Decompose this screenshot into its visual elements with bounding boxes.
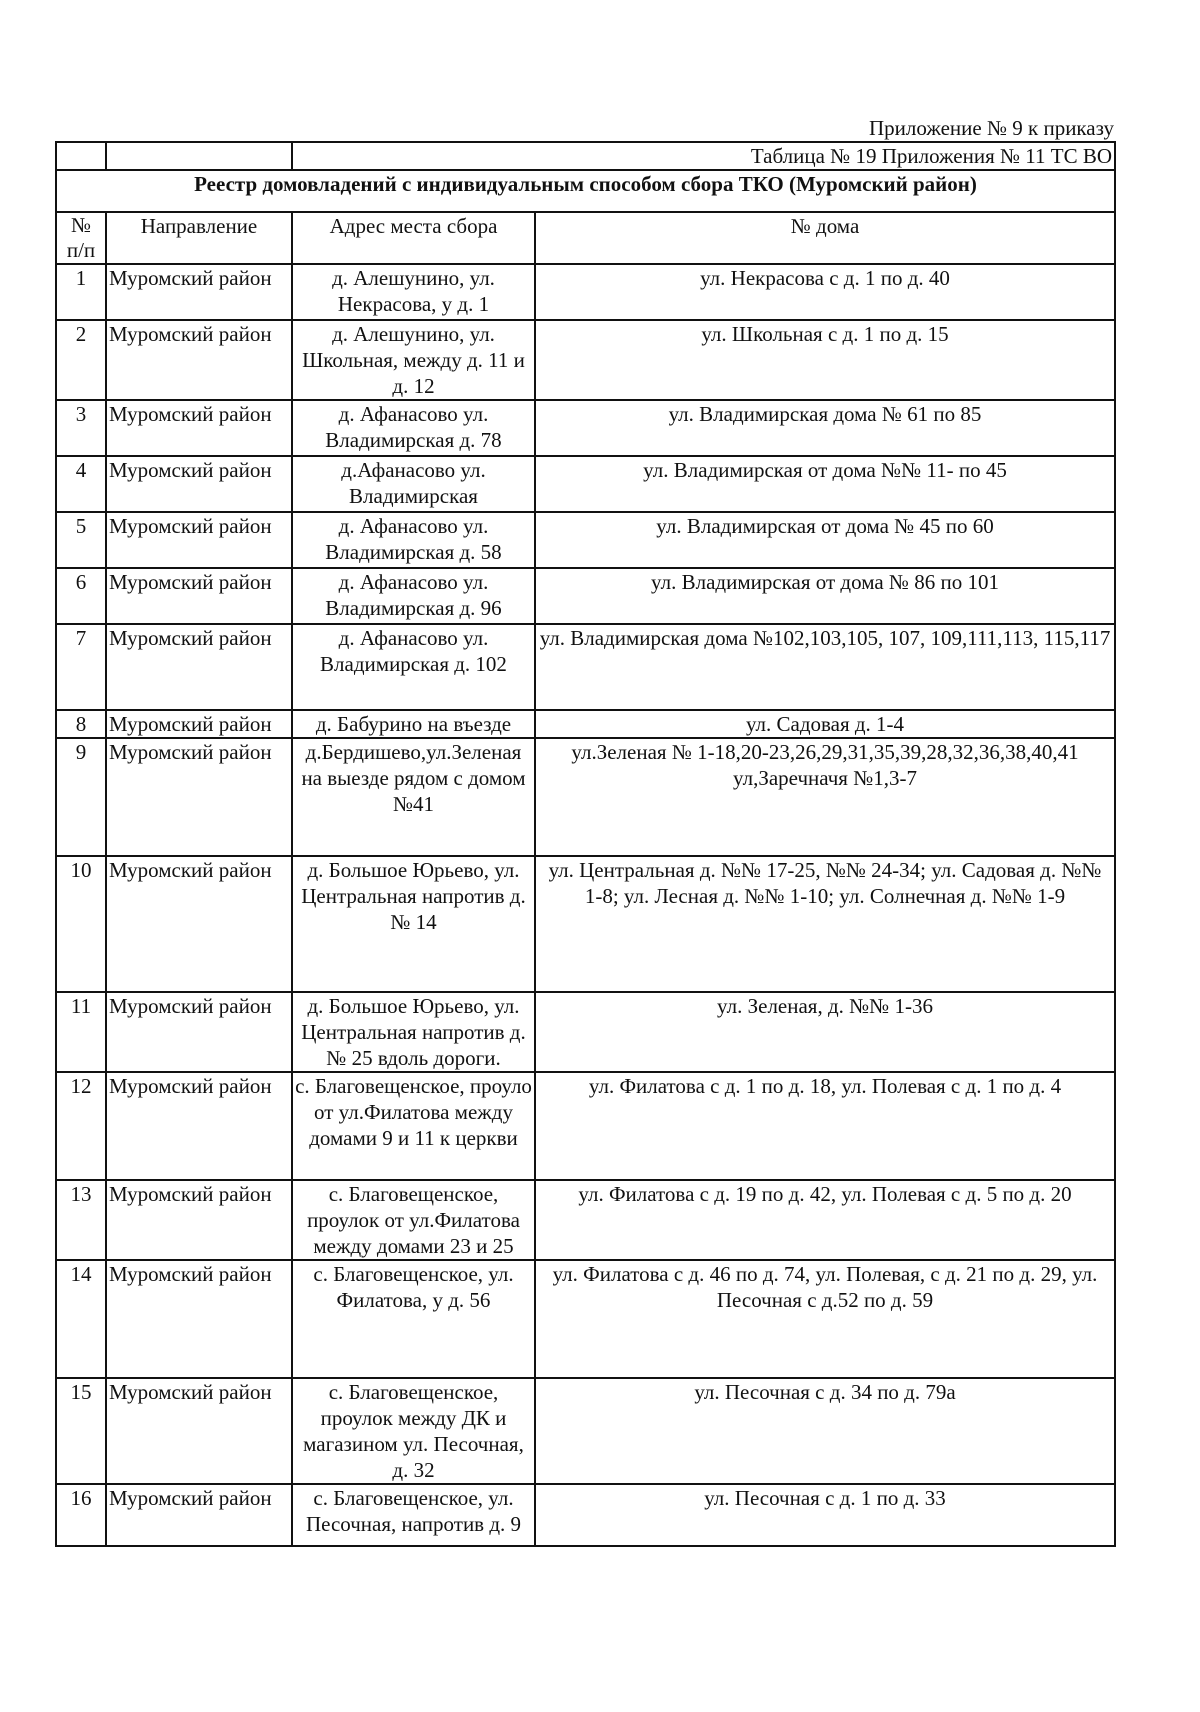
row-number: 8	[56, 710, 106, 738]
row-number: 14	[56, 1260, 106, 1378]
row-address: д. Бабурино на въезде	[292, 710, 535, 738]
empty-cell	[106, 142, 292, 170]
row-houses: ул. Филатова с д. 46 по д. 74, ул. Полевая, с д. 21 по д. 29, ул. Песочная с д.52 по д. 59	[535, 1260, 1115, 1378]
row-direction: Муромский район	[106, 1180, 292, 1260]
row-number: 2	[56, 320, 106, 400]
row-direction: Муромский район	[106, 512, 292, 568]
row-houses: ул. Владимирская дома №102,103,105, 107, 109,111,113, 115,117	[535, 624, 1115, 710]
row-direction: Муромский район	[106, 856, 292, 992]
row-houses: ул. Садовая д. 1-4	[535, 710, 1115, 738]
row-direction: Муромский район	[106, 738, 292, 856]
row-address: д. Афанасово ул. Владимирская д. 102	[292, 624, 535, 710]
row-houses: ул. Владимирская от дома № 45 по 60	[535, 512, 1115, 568]
row-direction: Муромский район	[106, 1260, 292, 1378]
table-row	[56, 1484, 1115, 1546]
appendix-note: Приложение № 9 к приказу	[869, 116, 1114, 140]
row-direction: Муромский район	[106, 992, 292, 1072]
row-direction: Муромский район	[106, 456, 292, 512]
table-row	[56, 456, 1115, 512]
row-direction: Муромский район	[106, 264, 292, 320]
table-row	[56, 1072, 1115, 1180]
col-header-num	[56, 212, 106, 264]
row-address: с. Благовещенское, ул. Филатова, у д. 56	[292, 1260, 535, 1378]
row-address: д.Афанасово ул. Владимирская	[292, 456, 535, 512]
row-address: д. Большое Юрьево, ул. Центральная напротив д. № 14	[292, 856, 535, 992]
row-address: д. Афанасово ул. Владимирская д. 58	[292, 512, 535, 568]
col-header-direction: Направление	[106, 212, 292, 264]
row-number: 4	[56, 456, 106, 512]
col-header-houses: № дома	[535, 212, 1115, 264]
table-row	[56, 856, 1115, 992]
row-address: с. Благовещенское, проулок от ул.Филатова между домами 23 и 25	[292, 1180, 535, 1260]
row-direction: Муромский район	[106, 1484, 292, 1546]
row-address: д. Алешунино, ул. Некрасова, у д. 1	[292, 264, 535, 320]
row-number: 9	[56, 738, 106, 856]
table-note: Таблица № 19 Приложения № 11 ТС ВО	[292, 142, 1115, 170]
row-houses: ул. Филатова с д. 19 по д. 42, ул. Полевая с д. 5 по д. 20	[535, 1180, 1115, 1260]
table-row	[56, 1260, 1115, 1378]
row-address: д. Алешунино, ул. Школьная, между д. 11 и д. 12	[292, 320, 535, 400]
row-address: д. Большое Юрьево, ул. Центральная напротив д. № 25 вдоль дороги.	[292, 992, 535, 1072]
header-row	[56, 212, 1115, 264]
title-row	[56, 170, 1115, 212]
row-address: с. Благовещенское, проулок между ДК и магазином ул. Песочная, д. 32	[292, 1378, 535, 1484]
table-row	[56, 1378, 1115, 1484]
empty-cell	[56, 142, 106, 170]
table-row	[56, 320, 1115, 400]
table-row	[56, 512, 1115, 568]
row-number: 6	[56, 568, 106, 624]
row-houses: ул. Некрасова с д. 1 по д. 40	[535, 264, 1115, 320]
row-direction: Муромский район	[106, 710, 292, 738]
row-number: 11	[56, 992, 106, 1072]
row-address: д. Афанасово ул. Владимирская д. 96	[292, 568, 535, 624]
table-row	[56, 624, 1115, 710]
row-direction: Муромский район	[106, 1378, 292, 1484]
row-number: 13	[56, 1180, 106, 1260]
table-row	[56, 264, 1115, 320]
row-houses: ул. Школьная с д. 1 по д. 15	[535, 320, 1115, 400]
row-direction: Муромский район	[106, 568, 292, 624]
row-number: 10	[56, 856, 106, 992]
row-direction: Муромский район	[106, 320, 292, 400]
row-houses: ул. Филатова с д. 1 по д. 18, ул. Полевая с д. 1 по д. 4	[535, 1072, 1115, 1180]
row-houses: ул. Песочная с д. 34 по д. 79а	[535, 1378, 1115, 1484]
row-address: д. Афанасово ул. Владимирская д. 78	[292, 400, 535, 456]
table-row	[56, 992, 1115, 1072]
table-title: Реестр домовладений с индивидуальным способом сбора ТКО (Муромский район)	[56, 170, 1115, 212]
row-houses: ул. Центральная д. №№ 17-25, №№ 24-34; ул. Садовая д. №№ 1-8; ул. Лесная д. №№ 1-10; ул. Солнечная д. №№ 1-9	[535, 856, 1115, 992]
row-houses: ул. Зеленая, д. №№ 1-36	[535, 992, 1115, 1072]
row-number: 1	[56, 264, 106, 320]
col-header-address: Адрес места сбора	[292, 212, 535, 264]
row-number: 5	[56, 512, 106, 568]
row-address: с. Благовещенское, ул. Песочная, напротив д. 9	[292, 1484, 535, 1546]
col-header-num-text: № п/п	[66, 213, 96, 262]
registry-table	[55, 141, 1116, 1547]
row-houses: ул.Зеленая № 1-18,20-23,26,29,31,35,39,28,32,36,38,40,41 ул,Заречначя №1,3-7	[535, 738, 1115, 856]
row-address: с. Благовещенское, проуло от ул.Филатова между домами 9 и 11 к церкви	[292, 1072, 535, 1180]
row-direction: Муромский район	[106, 400, 292, 456]
row-number: 12	[56, 1072, 106, 1180]
table-row	[56, 1180, 1115, 1260]
table-row	[56, 568, 1115, 624]
row-number: 16	[56, 1484, 106, 1546]
table-row	[56, 710, 1115, 738]
row-houses: ул. Владимирская от дома №№ 11- по 45	[535, 456, 1115, 512]
row-houses: ул. Владимирская от дома № 86 по 101	[535, 568, 1115, 624]
table-row	[56, 738, 1115, 856]
table-row	[56, 400, 1115, 456]
row-address: д.Бердишево,ул.Зеленая на выезде рядом с домом №41	[292, 738, 535, 856]
row-houses: ул. Песочная с д. 1 по д. 33	[535, 1484, 1115, 1546]
table-note-row	[56, 142, 1115, 170]
row-number: 7	[56, 624, 106, 710]
row-number: 15	[56, 1378, 106, 1484]
row-direction: Муромский район	[106, 1072, 292, 1180]
row-houses: ул. Владимирская дома № 61 по 85	[535, 400, 1115, 456]
row-direction: Муромский район	[106, 624, 292, 710]
row-number: 3	[56, 400, 106, 456]
